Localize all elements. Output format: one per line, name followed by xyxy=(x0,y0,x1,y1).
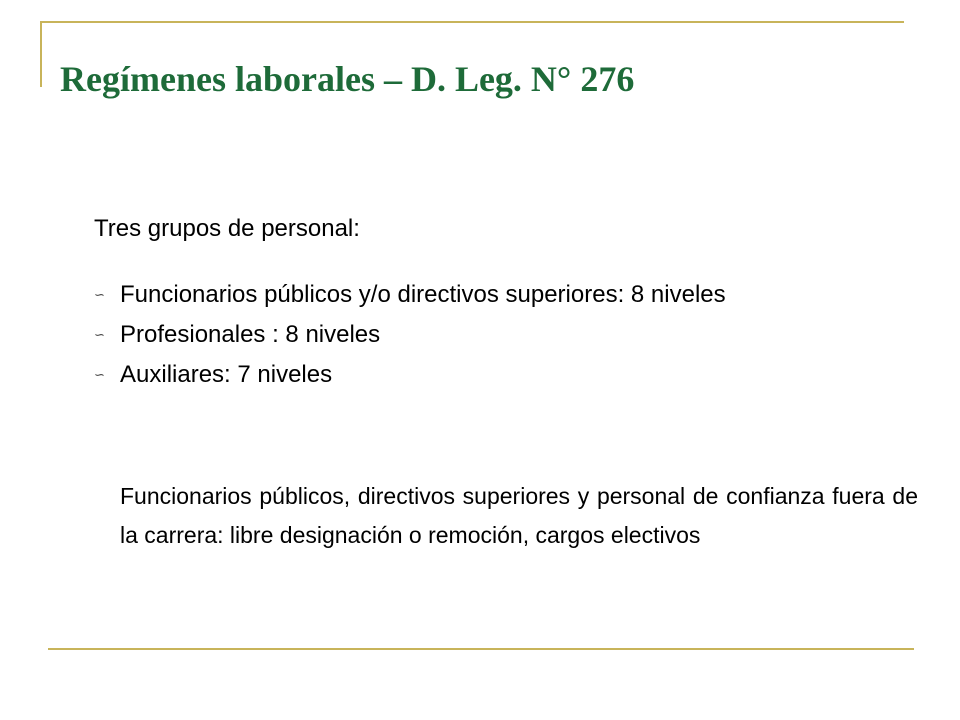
bullet-icon: ∽ xyxy=(94,328,105,343)
bottom-rule xyxy=(48,648,914,650)
bullet-label: Funcionarios públicos y/o directivos superiores: 8 niveles xyxy=(120,281,726,308)
closing-paragraph: Funcionarios públicos, directivos superiores y personal de confianza fuera de la carrera: libre designación o remoción, cargos electivos xyxy=(120,483,918,548)
bullet-item-profesionales xyxy=(94,322,918,348)
bullet-label: Auxiliares: 7 niveles xyxy=(120,361,333,388)
bullet-label: Profesionales : 8 niveles xyxy=(120,321,381,348)
left-rule xyxy=(40,21,42,87)
bullet-icon: ∽ xyxy=(94,288,105,303)
bullet-list xyxy=(94,282,918,402)
bullet-icon: ∽ xyxy=(94,368,105,383)
top-rule xyxy=(40,21,904,23)
bullet-item-auxiliares xyxy=(94,362,918,388)
slide-title: Regímenes laborales – D. Leg. N° 276 xyxy=(60,59,635,99)
bullet-item-funcionarios xyxy=(94,282,918,308)
intro-text: Tres grupos de personal: xyxy=(94,215,360,242)
